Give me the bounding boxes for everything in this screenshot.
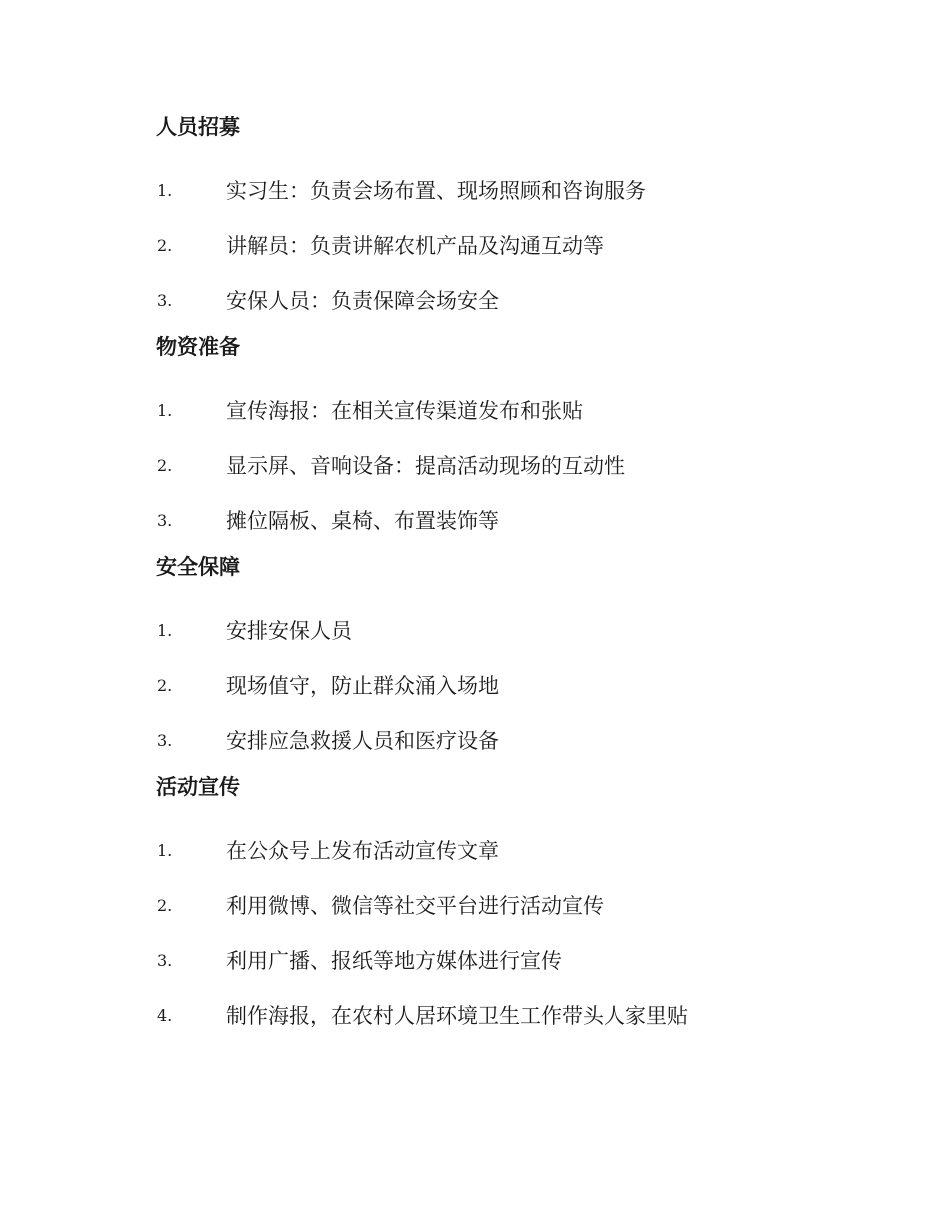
- section-personnel-recruitment: [156, 108, 856, 328]
- list-item-text: 利用微博、微信等社交平台进行活动宣传: [226, 893, 604, 918]
- list-item-text: 摊位隔板、桌椅、布置装饰等: [226, 508, 499, 533]
- section-heading: 物资准备: [156, 335, 240, 359]
- list-item-number: 3.: [157, 510, 173, 530]
- list-item: [156, 933, 856, 988]
- list-item: [156, 988, 856, 1043]
- list-item: [156, 878, 856, 933]
- list-item: [156, 493, 856, 548]
- list-item-number: 3.: [157, 730, 173, 750]
- list-item-text: 安排应急救援人员和医疗设备: [226, 728, 499, 753]
- list-item-number: 1.: [157, 840, 173, 860]
- section-heading: 活动宣传: [156, 775, 240, 799]
- list-item-text: 在公众号上发布活动宣传文章: [226, 838, 499, 863]
- list-item: [156, 163, 856, 218]
- list-item: [156, 383, 856, 438]
- section-safety-assurance: [156, 548, 856, 768]
- list-item: [156, 823, 856, 878]
- section-material-preparation: [156, 328, 856, 548]
- list-item-text: 讲解员：负责讲解农机产品及沟通互动等: [226, 233, 604, 258]
- list-item-number: 3.: [157, 290, 173, 310]
- list-item-text: 安排安保人员: [226, 618, 352, 643]
- list-item-number: 1.: [157, 400, 173, 420]
- list-item-text: 制作海报，在农村人居环境卫生工作带头人家里贴: [226, 1003, 688, 1028]
- list-item-number: 2.: [157, 235, 173, 255]
- list-item: [156, 438, 856, 493]
- section-heading: 人员招募: [156, 115, 240, 139]
- section-heading: 安全保障: [156, 555, 240, 579]
- list-item-text: 宣传海报：在相关宣传渠道发布和张贴: [226, 398, 583, 423]
- list-item-text: 实习生：负责会场布置、现场照顾和咨询服务: [226, 178, 646, 203]
- list-item-text: 现场值守，防止群众涌入场地: [226, 673, 499, 698]
- list-item-number: 4.: [157, 1005, 173, 1025]
- list-item: [156, 603, 856, 658]
- list-item-text: 显示屏、音响设备：提高活动现场的互动性: [226, 453, 625, 478]
- list-item: [156, 218, 856, 273]
- section-event-promotion: [156, 768, 856, 1043]
- list-item-text: 安保人员：负责保障会场安全: [226, 288, 499, 313]
- list-item-number: 1.: [157, 180, 173, 200]
- list-item: [156, 658, 856, 713]
- list-item-text: 利用广播、报纸等地方媒体进行宣传: [226, 948, 562, 973]
- document-content: [156, 108, 856, 1043]
- list-item-number: 3.: [157, 950, 173, 970]
- list-item: [156, 273, 856, 328]
- list-item: [156, 713, 856, 768]
- list-item-number: 1.: [157, 620, 173, 640]
- list-item-number: 2.: [157, 455, 173, 475]
- list-item-number: 2.: [157, 675, 173, 695]
- list-item-number: 2.: [157, 895, 173, 915]
